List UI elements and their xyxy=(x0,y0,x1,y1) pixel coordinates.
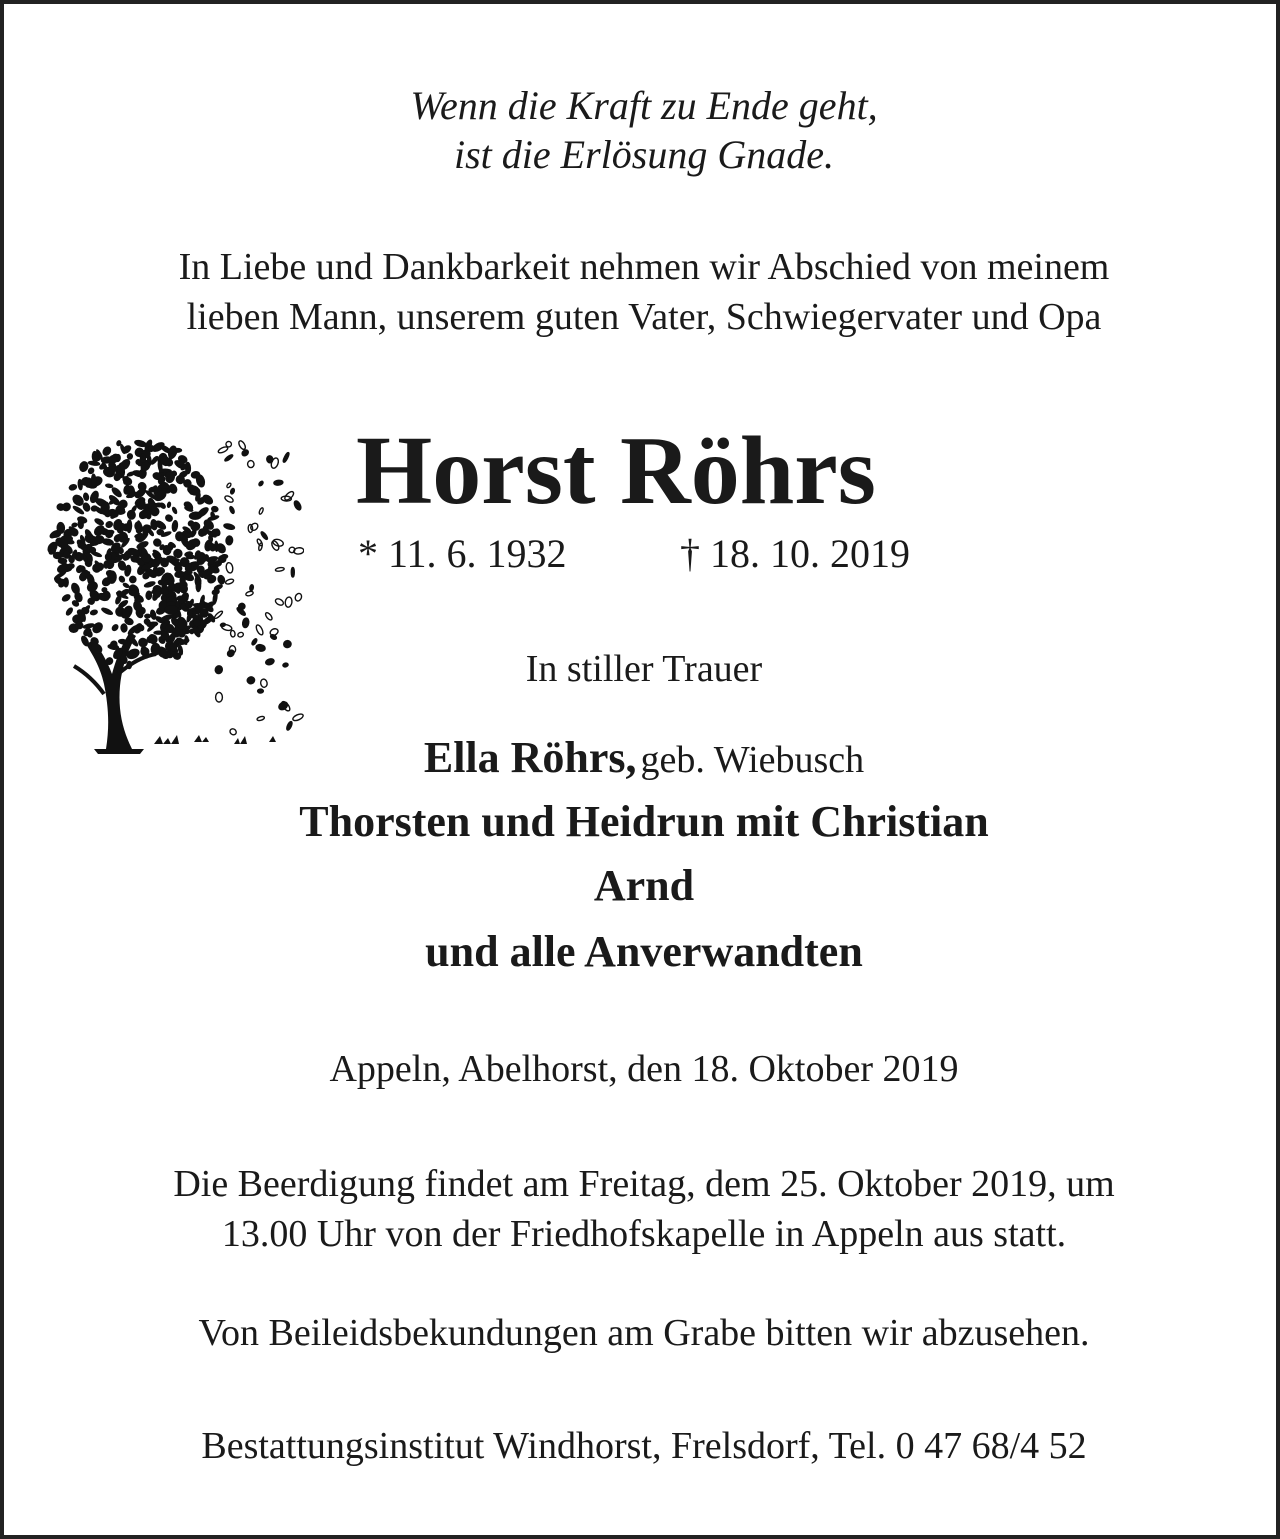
mourner-line-2: Thorsten und Heidrun mit Christian xyxy=(299,797,989,846)
birth-date: * 11. 6. 1932 xyxy=(358,531,567,576)
condolence-note: Von Beileidsbekundungen am Grabe bitten wir abzusehen. xyxy=(198,1312,1090,1354)
place-date: Appeln, Abelhorst, den 18. Oktober 2019 xyxy=(329,1048,959,1090)
mourner-line-4: und alle Anverwandten xyxy=(425,927,863,976)
wife-maiden-name: geb. Wiebusch xyxy=(640,739,865,781)
funeral-line-1: Die Beerdigung findet am Freitag, dem 25. Oktober 2019, um xyxy=(173,1163,1115,1205)
mourner-wife xyxy=(4,733,1280,782)
intro-line-1: In Liebe und Dankbarkeit nehmen wir Abschied von meinem xyxy=(178,246,1110,288)
mourner-line-3: Arnd xyxy=(593,861,695,910)
wife-name: Ella Röhrs, xyxy=(423,733,637,782)
intro-line-2: lieben Mann, unserem guten Vater, Schwiegervater und Opa xyxy=(186,296,1102,338)
quote-line-2: ist die Erlösung Gnade. xyxy=(454,132,834,177)
death-date: † 18. 10. 2019 xyxy=(680,531,910,576)
funeral-line-2: 13.00 Uhr von der Friedhofskapelle in Appeln aus statt. xyxy=(221,1213,1067,1255)
undertaker-info: Bestattungsinstitut Windhorst, Frelsdorf, Tel. 0 47 68/4 52 xyxy=(201,1425,1087,1467)
deceased-name: Horst Röhrs xyxy=(356,417,876,525)
windblown-tree-icon xyxy=(44,404,304,759)
mourning-heading: In stiller Trauer xyxy=(525,648,763,690)
quote-line-1: Wenn die Kraft zu Ende geht, xyxy=(410,83,878,128)
